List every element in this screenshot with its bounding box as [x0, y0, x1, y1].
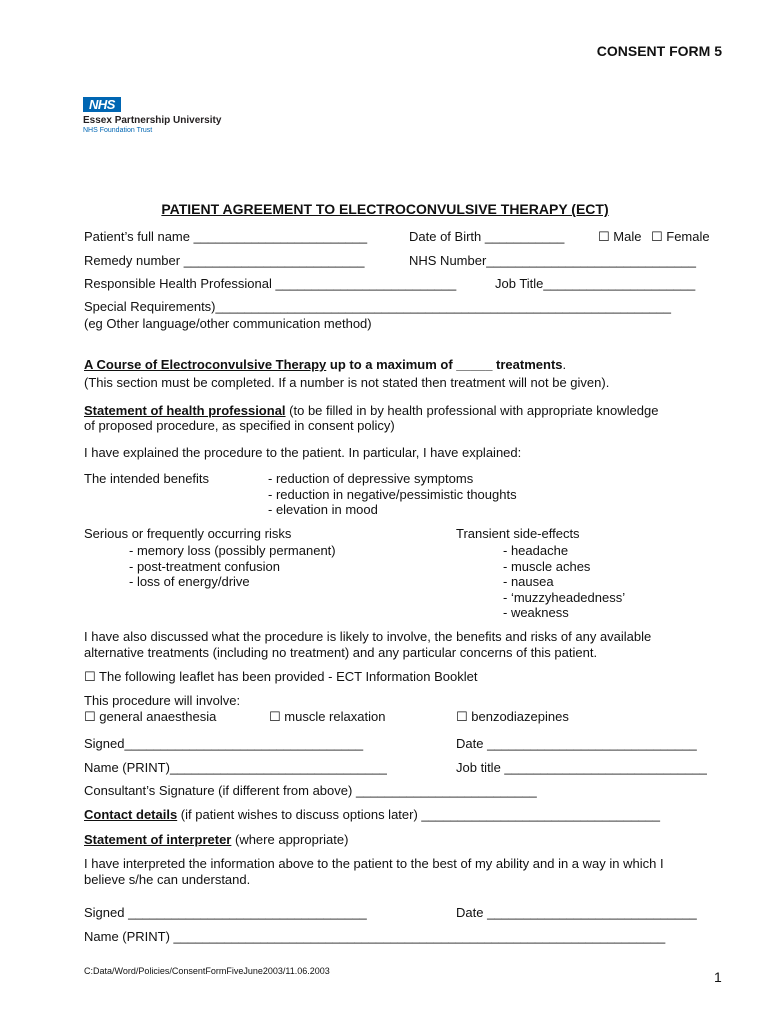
side-effect-item: - headache: [503, 543, 569, 558]
page-number: 1: [714, 969, 722, 985]
course-heading-rest[interactable]: up to a maximum of _____ treatments: [326, 357, 563, 372]
interpreter-heading-line: [84, 832, 348, 847]
hp-statement-heading: Statement of health professional: [84, 403, 286, 418]
hp-statement-rest: (to be filled in by health professional with appropriate knowledge: [285, 403, 659, 418]
special-requirements-note: (eg Other language/other communication method): [84, 316, 372, 331]
general-anaesthesia-checkbox[interactable]: ☐ general anaesthesia: [84, 709, 217, 724]
contact-rest: (if patient wishes to discuss options later) _________________________________: [177, 807, 660, 822]
discussed-line2: alternative treatments (including no treatment) and any particular concerns of this patient.: [84, 645, 598, 660]
leaflet-checkbox[interactable]: ☐ The following leaflet has been provided - ECT Information Booklet: [84, 669, 478, 684]
nhs-number-field[interactable]: NHS Number_____________________________: [409, 253, 696, 268]
job-title-field[interactable]: Job Title_____________________: [495, 276, 696, 291]
form-number: CONSENT FORM 5: [596, 43, 722, 59]
responsible-professional-field[interactable]: Responsible Health Professional _________________________: [84, 276, 457, 291]
course-heading-dot: .: [562, 357, 567, 372]
discussed-line1: I have also discussed what the procedure is likely to involve, the benefits and risks of any available: [84, 629, 652, 644]
side-effects-label: Transient side-effects: [456, 526, 580, 541]
benefits-label: The intended benefits: [84, 471, 210, 486]
interpreter-signed-field[interactable]: Signed _________________________________: [84, 905, 367, 920]
benefit-item: - reduction of depressive symptoms: [268, 471, 474, 486]
hp-statement-line1: [84, 403, 658, 418]
consultant-signature-field[interactable]: Consultant’s Signature (if different from above) _________________________: [84, 783, 537, 798]
interpreter-line1: I have interpreted the information above to the patient to the best of my ability and in a way in which I: [84, 856, 664, 871]
signed-field[interactable]: Signed_________________________________: [84, 736, 364, 751]
course-heading: [84, 357, 566, 372]
patient-name-field[interactable]: Patient’s full name ________________________: [84, 229, 368, 244]
benefit-item: - elevation in mood: [268, 502, 378, 517]
explained-text: I have explained the procedure to the patient. In particular, I have explained:: [84, 445, 522, 460]
date-field[interactable]: Date _____________________________: [456, 736, 697, 751]
side-effect-item: - nausea: [503, 574, 554, 589]
interpreter-heading: Statement of interpreter: [84, 832, 232, 847]
male-checkbox[interactable]: ☐ Male: [598, 229, 642, 244]
interpreter-date-field[interactable]: Date _____________________________: [456, 905, 697, 920]
side-effect-item: - muscle aches: [503, 559, 591, 574]
remedy-number-field[interactable]: Remedy number _________________________: [84, 253, 365, 268]
hp-statement-line2: of proposed procedure, as specified in consent policy): [84, 418, 395, 433]
course-heading-underlined: A Course of Electroconvulsive Therapy: [84, 357, 327, 372]
interpreter-line2: believe s/he can understand.: [84, 872, 251, 887]
contact-details-field[interactable]: [84, 807, 660, 822]
course-note: (This section must be completed. If a number is not stated then treatment will not be given).: [84, 375, 610, 390]
interpreter-name-field[interactable]: Name (PRINT) ____________________________________________________________________: [84, 929, 666, 944]
org-subtitle: NHS Foundation Trust: [83, 127, 153, 134]
org-name: Essex Partnership University: [83, 115, 222, 126]
nhs-logo: NHS: [83, 97, 121, 112]
procedure-label: This procedure will involve:: [84, 693, 241, 708]
benefit-item: - reduction in negative/pessimistic thoughts: [268, 487, 517, 502]
signer-job-title-field[interactable]: Job title ____________________________: [456, 760, 707, 775]
risk-item: - loss of energy/drive: [129, 574, 250, 589]
interpreter-rest: (where appropriate): [231, 832, 349, 847]
side-effect-item: - weakness: [503, 605, 569, 620]
benzodiazepines-checkbox[interactable]: ☐ benzodiazepines: [456, 709, 569, 724]
special-requirements-field[interactable]: Special Requirements)_______________________________________________________________: [84, 299, 671, 314]
name-print-field[interactable]: Name (PRINT)______________________________: [84, 760, 387, 775]
contact-heading: Contact details: [84, 807, 178, 822]
muscle-relaxation-checkbox[interactable]: ☐ muscle relaxation: [269, 709, 386, 724]
risk-item: - post-treatment confusion: [129, 559, 281, 574]
footer-file-path: C:Data/Word/Policies/ConsentFormFiveJune2003/11.06.2003: [84, 966, 330, 976]
female-checkbox[interactable]: ☐ Female: [651, 229, 710, 244]
risk-item: - memory loss (possibly permanent): [129, 543, 336, 558]
dob-field[interactable]: Date of Birth ___________: [409, 229, 565, 244]
risks-label: Serious or frequently occurring risks: [84, 526, 292, 541]
side-effect-item: - ‘muzzyheadedness’: [503, 590, 626, 605]
page-title: PATIENT AGREEMENT TO ELECTROCONVULSIVE THERAPY (ECT): [161, 201, 609, 217]
